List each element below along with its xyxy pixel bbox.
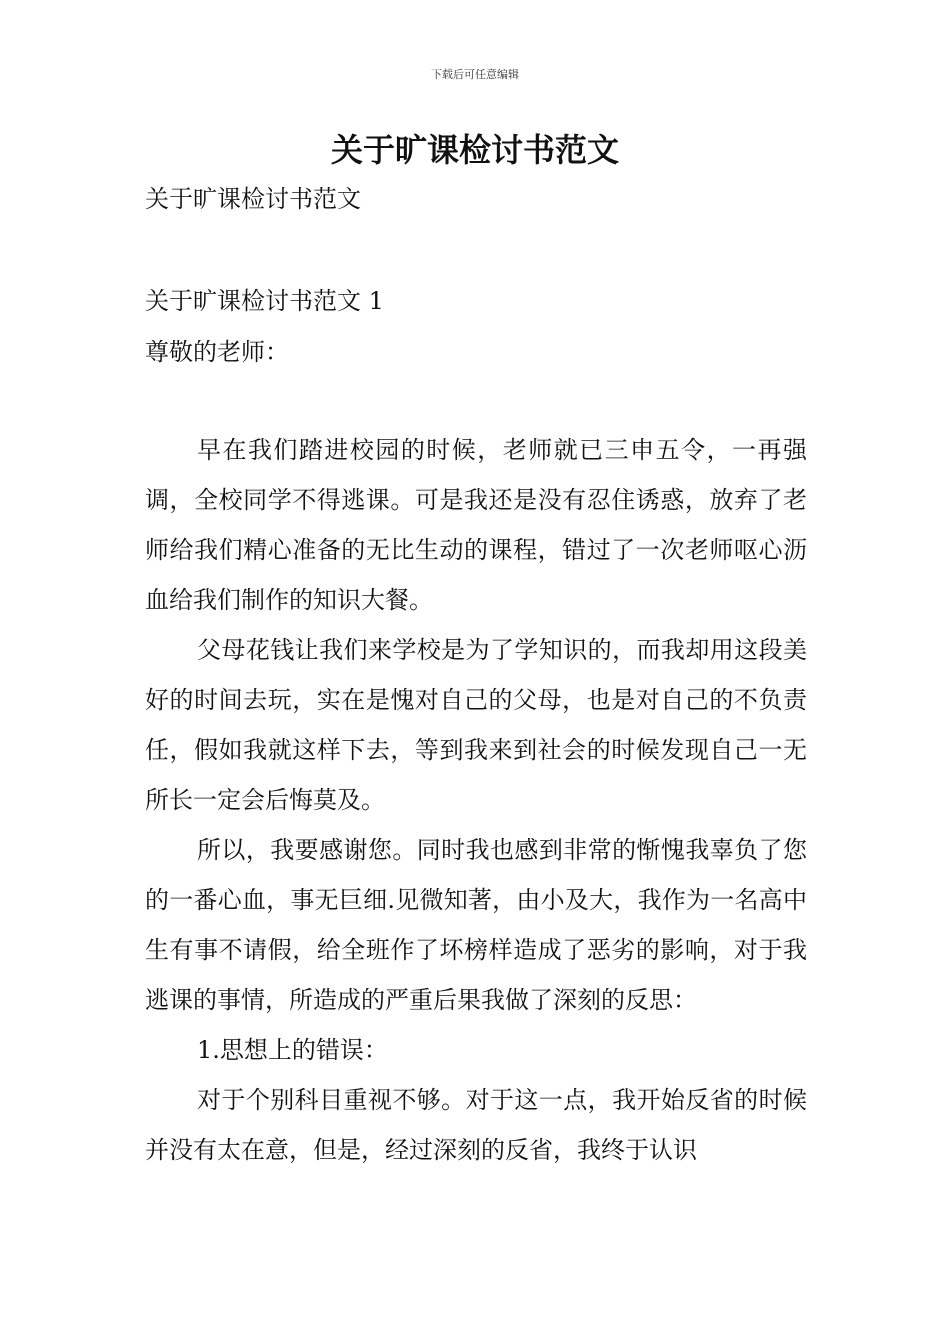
salutation: 尊敬的老师：: [145, 338, 289, 366]
paragraph-2: 父母花钱让我们来学校是为了学知识的，而我却用这段美好的时间去玩，实在是愧对自己的父母，也是对自己的不负责任，假如我就这样下去，等到我来到社会的时候发现自己一无所长一定会后悔莫及。: [145, 636, 807, 814]
header-note: 下载后可任意编辑: [431, 68, 519, 81]
paragraph-4: 对于个别科目重视不够。对于这一点，我开始反省的时候并没有太在意，但是，经过深刻的反省，我终于认识: [145, 1086, 807, 1164]
section-heading: 关于旷课检讨书范文 1: [145, 287, 384, 315]
letter-body: [145, 425, 807, 1175]
paragraph-3: 所以，我要感谢您。同时我也感到非常的惭愧我辜负了您的一番心血，事无巨细.见微知著，由小及大，我作为一名高中生有事不请假，给全班作了坏榜样造成了恶劣的影响，对于我逃课的事情，所造成的严重后果我做了深刻的反思：: [145, 836, 807, 1014]
list-item-1-heading: 1.思想上的错误：: [197, 1036, 388, 1064]
document-title: 关于旷课检讨书范文: [330, 131, 619, 169]
document-subtitle: 关于旷课检讨书范文: [145, 185, 361, 213]
paragraph-1: 早在我们踏进校园的时候，老师就已三申五令，一再强调，全校同学不得逃课。可是我还是没有忍住诱惑，放弃了老师给我们精心准备的无比生动的课程，错过了一次老师呕心沥血给我们制作的知识大餐。: [145, 436, 807, 614]
